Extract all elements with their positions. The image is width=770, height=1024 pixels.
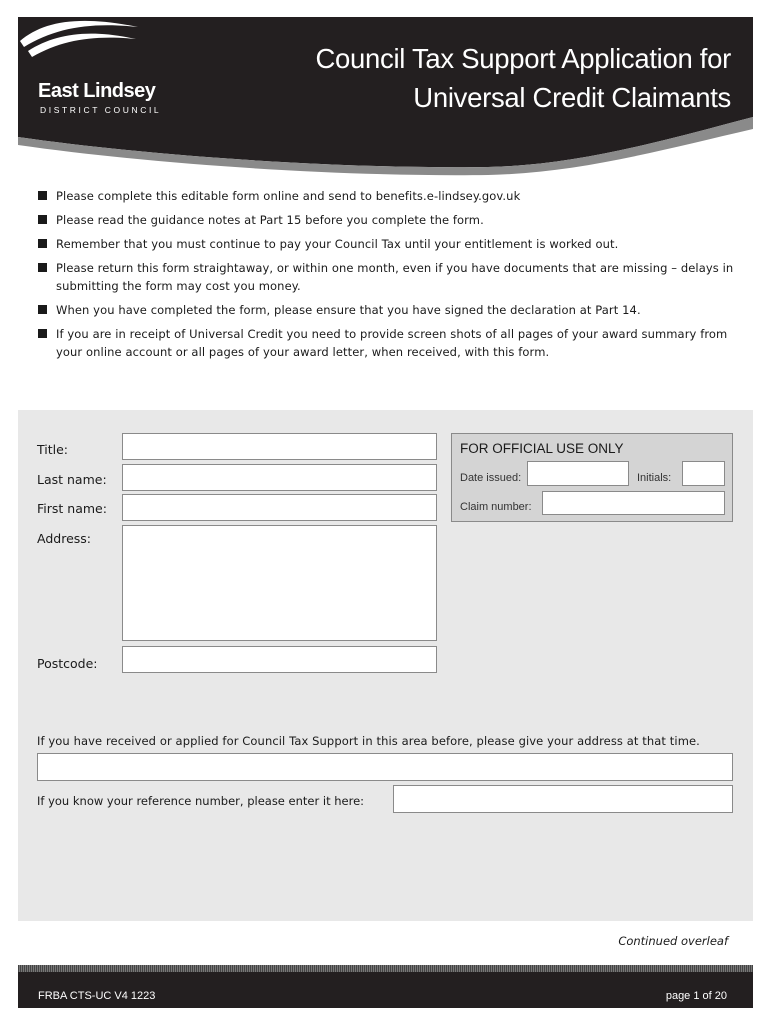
bullet-square-icon [38,305,47,314]
page-title [316,39,732,117]
header-banner [18,17,753,177]
footer-stripe [18,965,753,972]
official-use-box [451,433,733,522]
form-code: FRBA CTS-UC V4 1223 [38,990,156,1002]
page-title-line-1: Council Tax Support Application for [315,43,731,74]
instruction-item: Remember that you must continue to pay your Council Tax until your entitlement is worked out. [38,235,738,253]
previous-address-field[interactable] [37,753,733,781]
first-name-field[interactable] [122,494,437,521]
reference-number-label: If you know your reference number, please enter it here: [37,794,365,808]
address-field[interactable] [122,525,437,641]
bullet-square-icon [38,263,47,272]
bullet-square-icon [38,215,47,224]
page-title-line-2: Universal Credit Claimants [413,82,731,113]
instruction-item: Please read the guidance notes at Part 15 before you complete the form. [38,211,738,229]
initials-field[interactable] [682,461,725,486]
bullet-square-icon [38,239,47,248]
address-label: Address: [37,531,91,546]
continued-overleaf-note: Continued overleaf [618,934,728,948]
footer-bar [18,972,753,1008]
date-issued-field[interactable] [527,461,629,486]
instruction-item: Please complete this editable form online and send to benefits.e-lindsey.gov.uk [38,187,738,205]
last-name-label: Last name: [37,472,107,487]
postcode-label: Postcode: [37,656,98,671]
postcode-field[interactable] [122,646,437,673]
logo-org-name: East Lindsey [38,80,156,102]
official-use-title: FOR OFFICIAL USE ONLY [460,441,624,456]
bullet-square-icon [38,329,47,338]
instruction-item: Please return this form straightaway, or within one month, even if you have documents that are missing – delays in submitting the form may cost you money. [38,259,738,295]
last-name-field[interactable] [122,464,437,491]
claim-number-field[interactable] [542,491,725,515]
title-field[interactable] [122,433,437,460]
previous-address-question: If you have received or applied for Council Tax Support in this area before, please give your address at that time. [37,734,700,748]
page-footer [18,965,753,1008]
logo-org-subtitle: DISTRICT COUNCIL [40,105,162,115]
bullet-square-icon [38,191,47,200]
instruction-item: When you have completed the form, please ensure that you have signed the declaration at Part 14. [38,301,738,319]
page-number: page 1 of 20 [665,990,727,1002]
first-name-label: First name: [37,501,107,516]
instruction-item: If you are in receipt of Universal Credit you need to provide screen shots of all pages of your award summary from your online account or all pages of your award letter, when received, with this form. [38,325,738,361]
claim-number-label: Claim number: [460,501,532,513]
reference-number-field[interactable] [393,785,733,813]
initials-label: Initials: [637,472,672,484]
instructions-list [38,187,738,367]
title-label: Title: [37,442,68,457]
date-issued-label: Date issued: [460,472,522,484]
